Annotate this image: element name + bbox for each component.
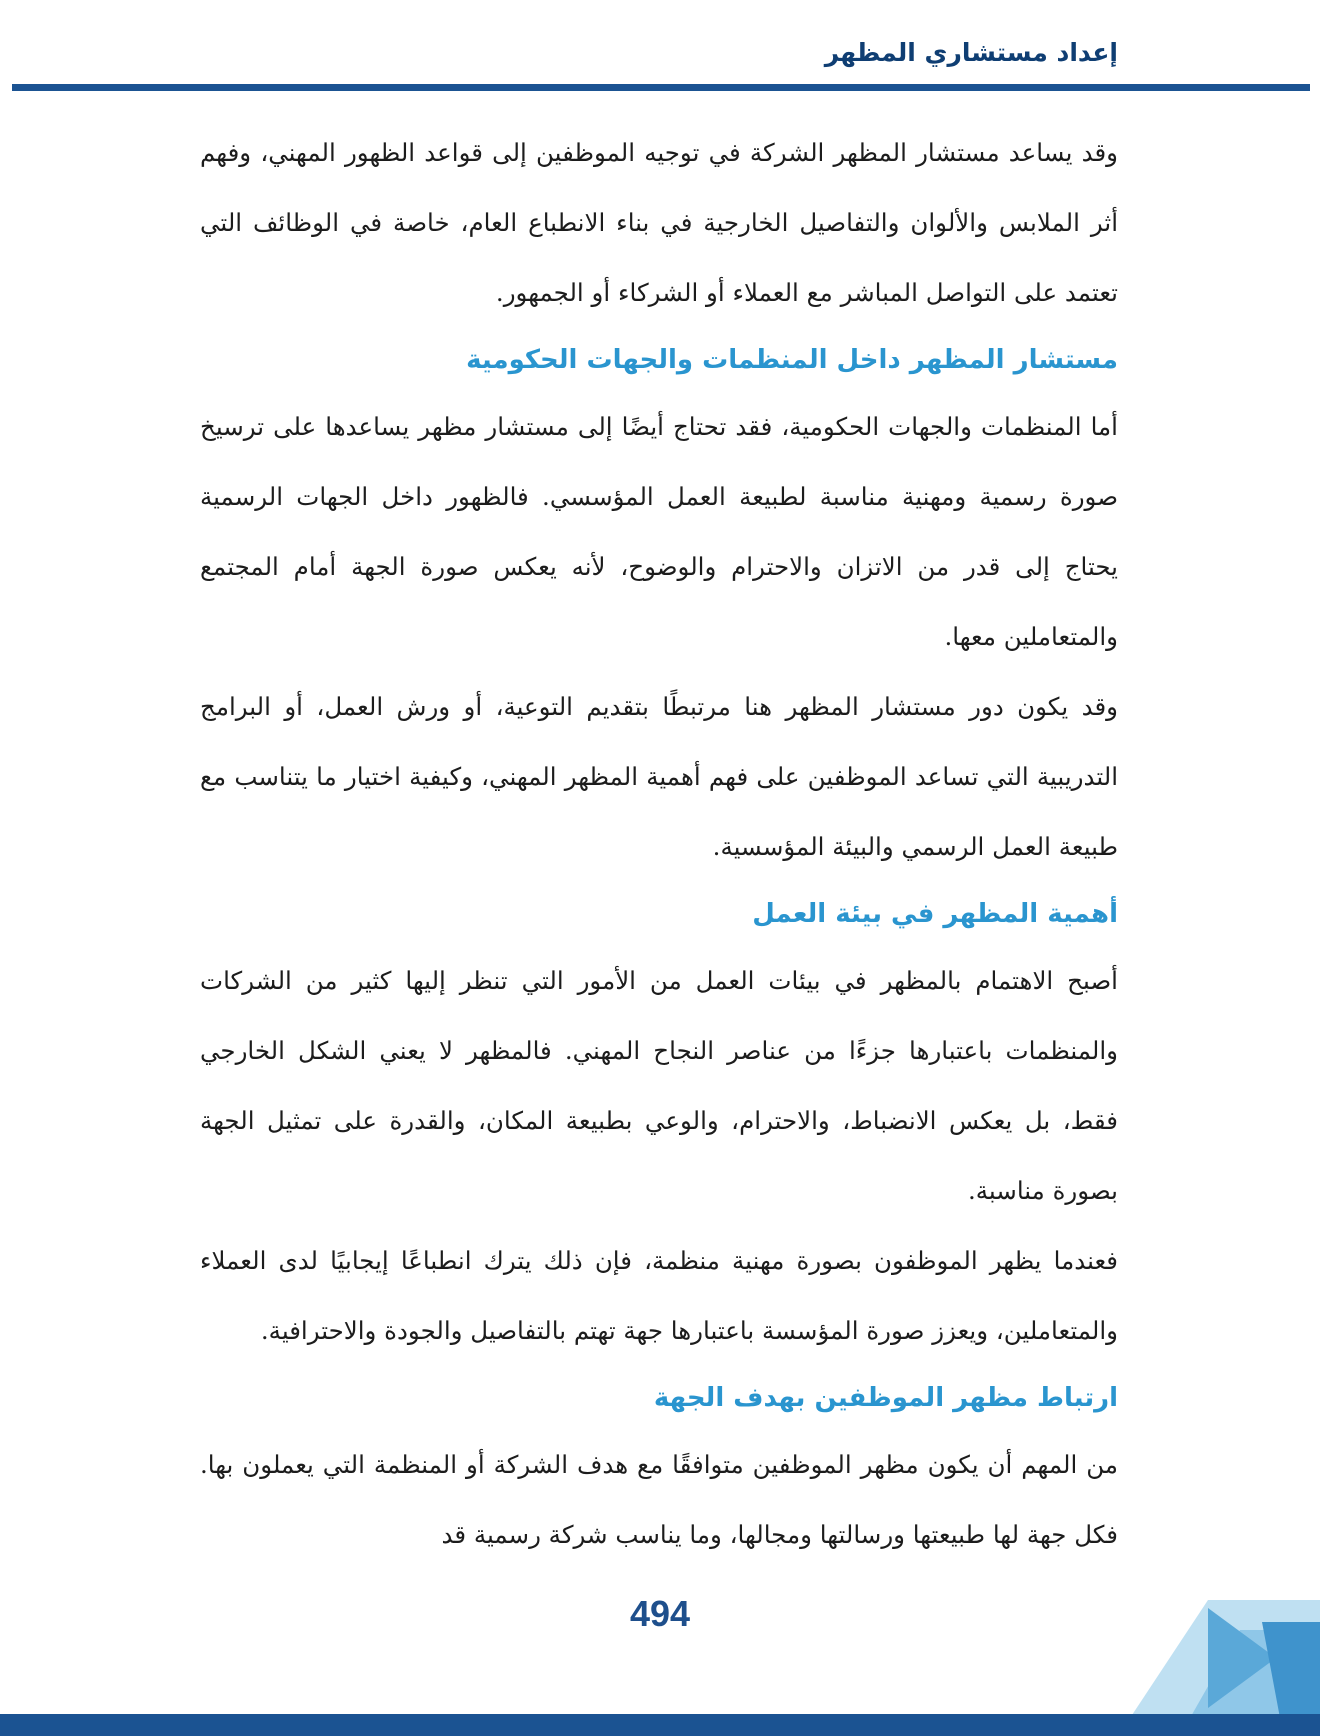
footer-bar xyxy=(0,1714,1320,1736)
paragraph-government-role: وقد يكون دور مستشار المظهر هنا مرتبطًا بتقديم التوعية، أو ورش العمل، أو البرامج التدريبية التي تساعد الموظفين على فهم أهمية المظهر المهني، وكيفية اختيار ما يتناسب مع طبيعة العمل الرسمي والبيئة المؤسسية. xyxy=(200,692,1118,861)
section-heading-alignment: ارتباط مظهر الموظفين بهدف الجهة xyxy=(653,1383,1118,1413)
paragraph-impression: فعندما يظهر الموظفون بصورة مهنية منظمة، فإن ذلك يترك انطباعًا إيجابيًا لدى العملاء والمتعاملين، ويعزز صورة المؤسسة باعتبارها جهة تهتم بالتفاصيل والجودة والاحترافية. xyxy=(200,1246,1118,1345)
section-heading-government: مستشار المظهر داخل المنظمات والجهات الحكومية xyxy=(466,345,1118,375)
section-heading-importance: أهمية المظهر في بيئة العمل xyxy=(752,899,1118,929)
header-rule xyxy=(12,84,1310,91)
running-header-title: إعداد مستشاري المظهر xyxy=(824,38,1118,67)
paragraph-intro: وقد يساعد مستشار المظهر الشركة في توجيه الموظفين إلى قواعد الظهور المهني، وفهم أثر الملابس والألوان والتفاصيل الخارجية في بناء الانطباع العام، خاصة في الوظائف التي تعتمد على التواصل المباشر مع العملاء أو الشركاء أو الجمهور. xyxy=(200,138,1118,307)
paragraph-alignment: من المهم أن يكون مظهر الموظفين متوافقًا مع هدف الشركة أو المنظمة التي يعملون بها. فكل جهة لها طبيعتها ورسالتها ومجالها، وما يناسب شركة رسمية قد xyxy=(200,1450,1118,1549)
page-content xyxy=(200,118,1118,1570)
paragraph-importance: أصبح الاهتمام بالمظهر في بيئات العمل من الأمور التي تنظر إليها كثير من الشركات والمنظمات باعتبارها جزءًا من عناصر النجاح المهني. فالمظهر لا يعني الشكل الخارجي فقط، بل يعكس الانضباط، والاحترام، والوعي بطبيعة المكان، والقدرة على تمثيل الجهة بصورة مناسبة. xyxy=(200,966,1118,1205)
corner-decoration xyxy=(1130,1600,1320,1718)
paragraph-government: أما المنظمات والجهات الحكومية، فقد تحتاج أيضًا إلى مستشار مظهر يساعدها على ترسيخ صورة رسمية ومهنية مناسبة لطبيعة العمل المؤسسي. فالظهور داخل الجهات الرسمية يحتاج إلى قدر من الاتزان والاحترام والوضوح، لأنه يعكس صورة الجهة أمام المجتمع والمتعاملين معها. xyxy=(200,412,1118,651)
page-number: 494 xyxy=(629,1593,691,1634)
